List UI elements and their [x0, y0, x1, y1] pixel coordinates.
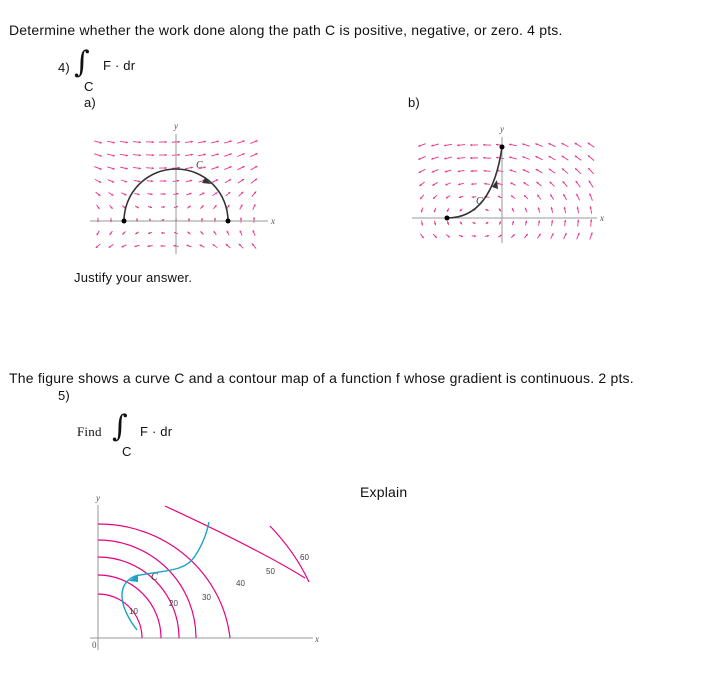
problem4-heading: Determine whether the work done along the path C is positive, negative, or zero. 4 pts.	[9, 22, 563, 38]
find-label: Find	[77, 424, 102, 439]
x-axis-label-5: x	[315, 634, 319, 644]
curve-start-b	[445, 216, 450, 221]
field-arrowhead	[163, 206, 165, 208]
field-arrowhead	[457, 144, 459, 146]
field-arrowhead	[164, 180, 166, 182]
curve-end-a	[226, 219, 231, 224]
part-a-label: a)	[84, 95, 96, 110]
field-arrowhead	[240, 217, 242, 219]
y-axis-label-5: y	[96, 493, 100, 503]
contour-map-figure	[85, 490, 325, 660]
justify-text: Justify your answer.	[74, 270, 193, 285]
explain-text: Explain	[360, 484, 408, 500]
problem5-number: 5)	[58, 388, 70, 403]
curve-label-a: C	[196, 160, 203, 171]
x-axis-label-a: x	[271, 216, 275, 226]
field-arrowhead	[152, 167, 154, 169]
contour-label-30: 30	[202, 593, 211, 602]
field-arrowhead	[472, 196, 474, 198]
contour-50	[98, 524, 230, 638]
vector-field-arrows-b	[418, 143, 594, 240]
field-arrowhead	[471, 183, 473, 185]
contour-40	[98, 540, 196, 638]
y-axis-label-a: y	[174, 121, 178, 131]
contour-label-40: 40	[236, 579, 245, 588]
integral-subscript: C	[84, 79, 94, 94]
origin-label: 0	[92, 640, 97, 650]
field-arrowhead	[188, 218, 190, 220]
field-arrowhead	[152, 154, 154, 156]
contour-10	[98, 594, 142, 638]
contour-label-10: 10	[129, 607, 138, 616]
vector-field-figure-b	[412, 125, 622, 255]
field-arrowhead	[201, 218, 203, 220]
integrand-5: F · dr	[140, 424, 173, 439]
field-arrowhead	[165, 141, 167, 143]
curve-end-b	[500, 145, 505, 150]
field-arrowhead	[164, 193, 166, 195]
field-arrowhead	[483, 144, 485, 146]
part-b-label: b)	[408, 95, 420, 110]
problem4-number: 4)	[58, 60, 70, 75]
contour-label-50: 50	[266, 567, 275, 576]
integral-sign: ∫	[74, 45, 90, 80]
field-arrowhead	[165, 167, 167, 169]
field-arrowhead	[577, 220, 579, 222]
field-arrowhead	[471, 170, 473, 172]
field-arrowhead	[178, 141, 180, 143]
contour-label-20: 20	[169, 599, 178, 608]
integrand: F · dr	[103, 58, 136, 73]
field-arrowhead	[151, 180, 153, 182]
contour-30	[98, 557, 179, 638]
x-axis-label-b: x	[600, 213, 604, 223]
problem5-heading: The figure shows a curve C and a contour map of a function f whose gradient is continuous. 2 pts.	[9, 370, 634, 386]
field-arrowhead	[484, 170, 486, 172]
field-arrowhead	[152, 141, 154, 143]
field-arrowhead	[590, 219, 592, 221]
curve-label-b: C	[476, 196, 483, 207]
curve-start-a	[122, 219, 127, 224]
field-arrowhead	[474, 235, 476, 237]
field-arrowhead	[483, 157, 485, 159]
field-arrowhead	[470, 144, 472, 146]
field-arrowhead	[160, 245, 162, 247]
field-arrowhead	[139, 141, 141, 143]
field-arrowhead	[161, 232, 163, 234]
integral-subscript-5: C	[122, 444, 132, 459]
field-arrowhead	[165, 154, 167, 156]
field-arrowhead	[253, 217, 255, 219]
contour-label-60: 60	[300, 553, 309, 562]
field-arrowhead	[178, 154, 180, 156]
y-axis-label-b: y	[500, 124, 504, 134]
field-arrowhead	[470, 157, 472, 159]
field-arrowhead	[214, 218, 216, 220]
vector-field-figure-a	[90, 120, 290, 260]
integral-sign-5: ∫	[112, 409, 128, 444]
path-label-5: C	[151, 572, 158, 583]
